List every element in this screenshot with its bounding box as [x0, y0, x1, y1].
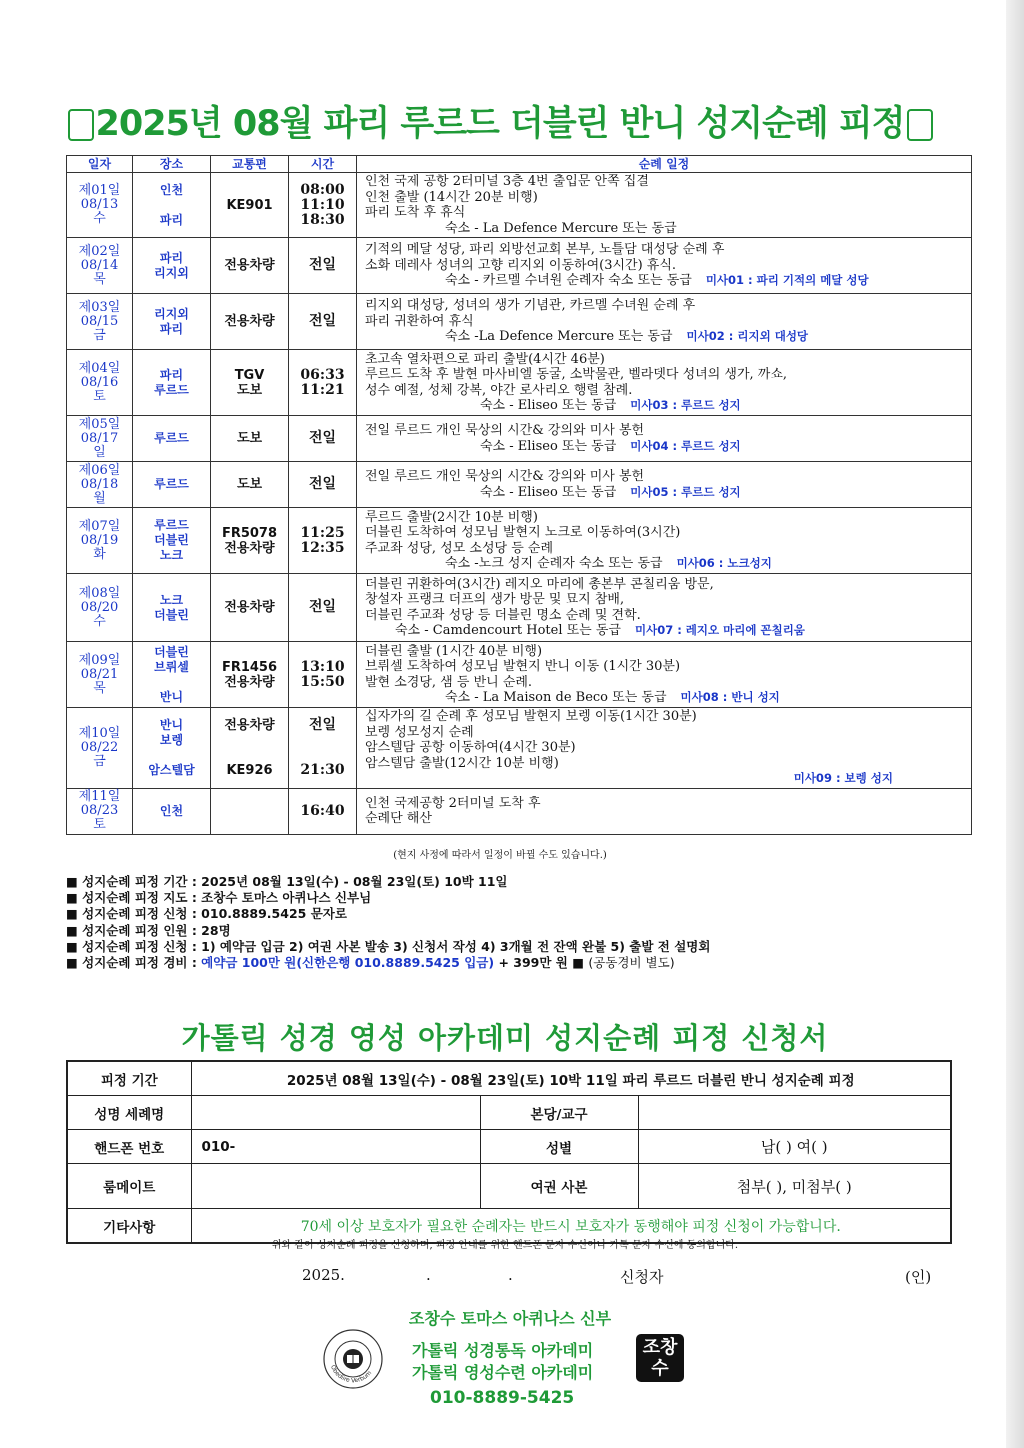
info-cost [66, 955, 966, 971]
header-transport: 교통편 [211, 156, 289, 173]
academy-name-2: 가톨릭 영성수련 아카데미 [412, 1363, 594, 1382]
transport-cell: FR1456 전용차량 [211, 642, 289, 708]
place-cell: 루르드 [133, 416, 211, 462]
day-cell: 제05일 08/17 일 [67, 416, 133, 462]
itinerary-cell [357, 574, 972, 642]
transport-cell: 전용차량 [211, 294, 289, 350]
passport-label: 여권 사본 [480, 1164, 638, 1209]
itinerary-line [365, 221, 963, 237]
signature-year[interactable]: 2025. [302, 1266, 345, 1284]
schedule-body [67, 173, 972, 835]
transport-cell [211, 788, 289, 834]
mass-label: 미사09 : 보렝 성지 [793, 771, 893, 785]
consent-text: 위와 같이 성지순례 피정을 신청하며, 피정 안내를 위한 핸드폰 문자 수신이나 카톡 문자 수신에 동의합니다. [271, 1240, 739, 1251]
itinerary-line [365, 314, 963, 330]
info-people: ■ 성지순례 피정 인원 : 28명 [66, 922, 231, 938]
schedule-row [67, 642, 972, 708]
itinerary-text: 인천 국제공항 2터미널 도착 후 [365, 795, 541, 811]
time-cell: 전일 21:30 [289, 708, 357, 789]
itinerary-line [365, 510, 963, 526]
academy-name-1: 가톨릭 성경통독 아카데미 [412, 1341, 594, 1360]
itinerary-line [365, 485, 963, 501]
seal-text: Obediire Verbum [329, 1364, 374, 1385]
name-label: 성명 세례명 [67, 1096, 191, 1130]
place-cell: 반니 보렝 암스텔담 [133, 708, 211, 789]
place-cell: 루르드 더블린 노크 [133, 508, 211, 574]
form-row-roommate [67, 1164, 951, 1209]
itinerary-line [365, 675, 963, 691]
itinerary-line [365, 525, 963, 541]
time-cell: 전일 [289, 294, 357, 350]
itinerary-cell [357, 508, 972, 574]
itinerary-line [365, 690, 963, 706]
itinerary-text: 파리 도착 후 휴식 [365, 205, 466, 220]
place-cell: 노크 더블린 [133, 574, 211, 642]
passport-field[interactable]: 첨부( ), 미첨부( ) [638, 1164, 951, 1209]
itinerary-text: 숙소 - La Defence Mercure 또는 동급 [445, 220, 677, 236]
itinerary-text: 숙소 - 카르멜 수녀원 순례자 숙소 또는 동급 [445, 273, 692, 289]
day-cell: 제03일 08/15 금 [67, 294, 133, 350]
header-time: 시간 [289, 156, 357, 173]
itinerary-line [365, 273, 963, 289]
itinerary-text: 숙소 - Eliseo 또는 동급 [480, 398, 617, 413]
title-bracket-right [907, 109, 933, 141]
itinerary-line [365, 205, 963, 221]
header-place: 장소 [133, 156, 211, 173]
schedule-row [67, 462, 972, 508]
itinerary-line [365, 423, 963, 439]
transport-cell: 전용차량 [211, 238, 289, 294]
transport-cell: 전용차량 KE926 [211, 708, 289, 789]
phone-label: 핸드폰 번호 [67, 1130, 191, 1164]
time-cell: 전일 [289, 574, 357, 642]
itinerary-text: 루르드 도착 후 발현 마사비엘 동굴, 소박물관, 벨라뎃다 성녀의 생가, 까쇼, [365, 367, 788, 382]
itinerary-cell [357, 642, 972, 708]
itinerary-line [365, 659, 963, 675]
itinerary-cell [357, 350, 972, 416]
time-cell: 13:10 15:50 [289, 642, 357, 708]
transport-cell: TGV 도보 [211, 350, 289, 416]
schedule-row [67, 788, 972, 834]
itinerary-text: 암스텔담 출발(12시간 10분 비행) [365, 755, 559, 771]
info-block [66, 874, 966, 971]
itinerary-text: 더블린 도착하여 성모님 발현지 노크로 이동하여(3시간) [365, 525, 681, 540]
itinerary-line [365, 577, 963, 593]
place-cell: 루르드 [133, 462, 211, 508]
itinerary-text: 십자가의 길 순례 후 성모님 발현지 보렝 이동(1시간 30분) [365, 709, 697, 724]
schedule-row [67, 173, 972, 238]
schedule-row [67, 294, 972, 350]
itinerary-cell [357, 416, 972, 462]
name-field[interactable] [191, 1096, 480, 1130]
mass-label: 미사07 : 레지오 마리에 꼰칠리움 [634, 623, 805, 637]
day-cell: 제08일 08/20 수 [67, 574, 133, 642]
itinerary-text: 숙소 - Eliseo 또는 동급 [480, 438, 617, 454]
day-cell: 제10일 08/22 금 [67, 708, 133, 789]
form-row-period [67, 1061, 951, 1096]
itinerary-line [365, 398, 963, 414]
itinerary-line [365, 623, 963, 639]
mass-label: 미사02 : 리지외 대성당 [686, 329, 809, 344]
itinerary-text: 리지외 대성당, 성녀의 생가 기념관, 카르멜 수녀원 순례 후 [365, 298, 696, 314]
etc-label: 기타사항 [67, 1209, 191, 1244]
signature-seal[interactable]: (인) [905, 1268, 932, 1286]
mass-label: 미사04 : 루르드 성지 [630, 438, 741, 453]
itinerary-text: 순례단 해산 [365, 811, 432, 826]
itinerary-text: 숙소 -노크 성지 순례자 숙소 또는 동급 [445, 556, 663, 571]
info-cost-note: (공동경비 별도) [588, 955, 675, 971]
itinerary-text: 숙소 - La Maison de Beco 또는 동급 [445, 690, 667, 705]
itinerary-text: 파리 귀환하여 휴식 [365, 313, 474, 329]
mass-label: 미사03 : 루르드 성지 [630, 398, 741, 412]
itinerary-line [365, 541, 963, 557]
form-row-phone [67, 1130, 951, 1164]
phone-field[interactable]: 010- [191, 1130, 480, 1164]
info-steps: ■ 성지순례 피정 신청 : 1) 예약금 입금 2) 여권 사본 발송 3) 신청서 작성 4) 3개월 전 잔액 완불 5) 출발 전 설명회 [66, 938, 711, 954]
place-cell: 파리 루르드 [133, 350, 211, 416]
time-cell: 06:33 11:21 [289, 350, 357, 416]
day-cell: 제01일 08/13 수 [67, 173, 133, 238]
parish-label: 본당/교구 [480, 1096, 638, 1130]
roommate-label: 룸메이트 [67, 1164, 191, 1209]
itinerary-text: 창설자 프랭크 더프의 생가 방문 및 묘지 참배, [365, 592, 625, 607]
signature-day[interactable]: . [508, 1266, 513, 1284]
itinerary-line [365, 174, 963, 190]
place-cell: 리지외 파리 [133, 294, 211, 350]
schedule-row [67, 708, 972, 789]
schedule-row [67, 238, 972, 294]
itinerary-text: 소화 데레사 성녀의 고향 리지외 이동하여(3시간) 휴식. [365, 257, 677, 273]
form-row-name [67, 1096, 951, 1130]
itinerary-text: 더블린 주교좌 성당 등 더블린 명소 순례 및 견학. [365, 607, 641, 623]
itinerary-text: 초고속 열차편으로 파리 출발(4시간 46분) [365, 351, 605, 367]
itinerary-line [365, 608, 963, 624]
schedule-row [67, 574, 972, 642]
itinerary-text: 암스텔담 공항 이동하여(4시간 30분) [365, 740, 576, 755]
day-cell: 제09일 08/21 목 [67, 642, 133, 708]
place-cell: 더블린 브뤼셀 반니 [133, 642, 211, 708]
priest-name: 조창수 토마스 아퀴나스 신부 [408, 1309, 612, 1328]
itinerary-cell [357, 173, 972, 238]
schedule-row [67, 350, 972, 416]
time-cell: 전일 [289, 238, 357, 294]
transport-cell: 도보 [211, 416, 289, 462]
itinerary-text: 전일 루르드 개인 묵상의 시간& 강의와 미사 봉헌 [365, 469, 645, 484]
itinerary-cell [357, 788, 972, 834]
mass-label: 미사08 : 반니 성지 [680, 690, 780, 704]
time-cell: 08:00 11:10 18:30 [289, 173, 357, 238]
contact-phone: 010-8889-5425 [430, 1388, 575, 1408]
itinerary-cell [357, 238, 972, 294]
page-title: 2025년 08월 파리 루르드 더블린 반니 성지순례 피정 [0, 96, 1000, 146]
priest-logo: 조창 수 [636, 1334, 684, 1382]
itinerary-text: 숙소 - Eliseo 또는 동급 [480, 484, 617, 500]
mass-label: 미사01 : 파리 기적의 메달 성당 [705, 273, 869, 288]
itinerary-line [365, 329, 963, 345]
itinerary-text: 성수 예절, 성체 강복, 야간 로사리오 행렬 참례. [365, 382, 633, 398]
schedule-row [67, 416, 972, 462]
day-cell: 제11일 08/23 토 [67, 788, 133, 834]
transport-cell: 도보 [211, 462, 289, 508]
header-itinerary: 순례 일정 [357, 156, 972, 173]
signature-month[interactable]: . [426, 1266, 431, 1284]
transport-cell: KE901 [211, 173, 289, 238]
itinerary-text: 주교좌 성당, 성모 소성당 등 순례 [365, 540, 554, 556]
itinerary-text: 브뤼셀 도착하여 성모님 발현지 반니 이동 (1시간 30분) [365, 659, 681, 674]
mass-label: 미사05 : 루르드 성지 [630, 484, 741, 499]
gender-field[interactable]: 남( ) 여( ) [638, 1130, 951, 1164]
info-cost-deposit: 예약금 100만 원(신한은행 010.8889.5425 입금) [201, 955, 495, 971]
place-cell: 파리 리지외 [133, 238, 211, 294]
header-day: 일자 [67, 156, 133, 173]
time-cell: 전일 [289, 416, 357, 462]
itinerary-line [365, 556, 963, 572]
itinerary-text: 더블린 출발 (1시간 40분 비행) [365, 643, 543, 659]
itinerary-text: 숙소 -La Defence Mercure 또는 동급 [445, 329, 673, 345]
itinerary-text: 보렝 성모성지 순례 [365, 724, 474, 740]
day-cell: 제04일 08/16 토 [67, 350, 133, 416]
itinerary-line [365, 469, 963, 485]
itinerary-line [365, 592, 963, 608]
gender-label: 성별 [480, 1130, 638, 1164]
info-cost-label: ■ 성지순례 피정 경비 : [66, 955, 202, 971]
page-edge [1006, 0, 1024, 1448]
title-bracket-left [68, 109, 94, 141]
period-value: 2025년 08월 13일(수) - 08월 23일(토) 10박 11일 파리 루르드 더블린 반니 성지순례 피정 [191, 1061, 951, 1096]
info-guide: ■ 성지순례 피정 지도 : 조창수 토마스 아퀴나스 신부님 [66, 890, 372, 906]
etc-value: 70세 이상 보호자가 필요한 순례자는 반드시 보호자가 동행해야 피정 신청이 가능합니다. [191, 1209, 951, 1244]
itinerary-text: 숙소 - Camdencourt Hotel 또는 동급 [395, 623, 621, 638]
info-apply: ■ 성지순례 피정 신청 : 010.8889.5425 문자로 [66, 906, 347, 922]
itinerary-text: 전일 루르드 개인 묵상의 시간& 강의와 미사 봉헌 [365, 423, 645, 438]
time-cell: 16:40 [289, 788, 357, 834]
place-cell: 인천 [133, 788, 211, 834]
application-form [66, 1060, 952, 1244]
time-cell: 전일 [289, 462, 357, 508]
itinerary-line [365, 190, 963, 206]
itinerary-text: 발현 소경당, 샘 등 반니 순례. [365, 674, 533, 690]
academy-seal-icon [322, 1328, 384, 1390]
itinerary-text: 기적의 메달 성당, 파리 외방선교회 본부, 노틀담 대성당 순례 후 [365, 242, 725, 258]
itinerary-line [365, 352, 963, 368]
signature-label: 신청자 [620, 1268, 664, 1286]
info-cost-rest: + 399만 원 ■ [494, 955, 589, 971]
mass-label: 미사06 : 노크성지 [676, 556, 772, 570]
itinerary-line [365, 709, 963, 725]
itinerary-line [365, 644, 963, 660]
time-cell: 11:25 12:35 [289, 508, 357, 574]
schedule-table [66, 155, 972, 835]
itinerary-cell [357, 462, 972, 508]
parish-field[interactable] [638, 1096, 951, 1130]
schedule-header-row [67, 156, 972, 173]
info-period: ■ 성지순례 피정 기간 : 2025년 08월 13일(수) - 08월 23일(토) 10박 11일 [66, 874, 508, 889]
day-cell: 제06일 08/18 월 [67, 462, 133, 508]
itinerary-line [365, 258, 963, 274]
roommate-field[interactable] [191, 1164, 480, 1209]
itinerary-line [365, 740, 963, 756]
application-title: 가톨릭 성경 영성 아카데미 성지순례 피정 신청서 [181, 1021, 829, 1055]
itinerary-cell [357, 708, 972, 789]
place-cell: 인천 파리 [133, 173, 211, 238]
itinerary-text: 루르드 출발(2시간 10분 비행) [365, 509, 538, 525]
itinerary-line [365, 725, 963, 741]
itinerary-text: 인천 국제 공항 2터미널 3층 4번 출입문 안쪽 집결 [365, 174, 649, 189]
itinerary-line [365, 439, 963, 455]
itinerary-line [365, 796, 963, 812]
itinerary-line [365, 367, 963, 383]
itinerary-line [365, 756, 963, 772]
itinerary-text: 인천 출발 (14시간 20분 비행) [365, 189, 538, 205]
day-cell: 제07일 08/19 화 [67, 508, 133, 574]
itinerary-line [365, 298, 963, 314]
itinerary-line [365, 811, 963, 827]
itinerary-line [365, 383, 963, 399]
transport-cell: 전용차량 [211, 574, 289, 642]
itinerary-text: 더블린 귀환하여(3시간) 레지오 마리에 총본부 콘칠리움 방문, [365, 576, 714, 592]
itinerary-cell [357, 294, 972, 350]
period-label: 피정 기간 [67, 1061, 191, 1096]
day-cell: 제02일 08/14 목 [67, 238, 133, 294]
itinerary-line [365, 242, 963, 258]
schedule-note: (현지 사정에 따라서 일정이 바뀔 수도 있습니다.) [393, 850, 607, 861]
transport-cell: FR5078 전용차량 [211, 508, 289, 574]
schedule-row [67, 508, 972, 574]
